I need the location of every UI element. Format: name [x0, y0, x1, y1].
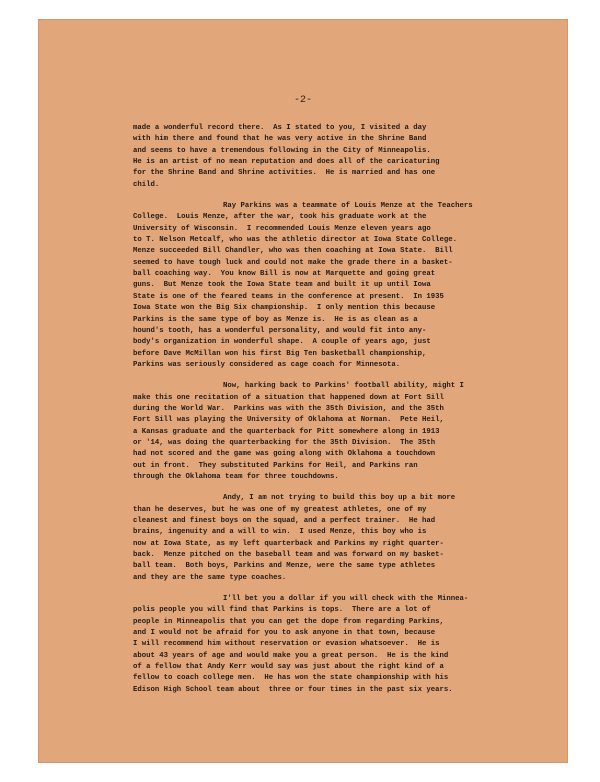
- paragraph-1: [38, 123, 568, 191]
- text-line: a Kansas graduate and the quarterback for Pitt somewhere along in 1913: [133, 427, 440, 436]
- text-line: Iowa State won the Big Six championship. I only mention this because: [133, 304, 436, 313]
- text-line: hound's tooth, has a wonderful personality, and would fit into any-: [133, 326, 427, 335]
- text-line: Menze succeeded Bill Chandler, who was then coaching at Iowa State. Bill: [133, 247, 453, 256]
- text-line: University of Wisconsin. I recommended Louis Menze eleven years ago: [133, 224, 431, 233]
- text-line: Fort Sill was playing the University of Oklahoma at Norman. Pete Heil,: [133, 416, 444, 425]
- text-line: than he deserves, but he was one of my greatest athletes, one of my: [133, 505, 427, 514]
- text-line: Andy, I am not trying to build this boy up a bit more: [223, 494, 456, 503]
- text-line: Parkins is the same type of boy as Menze is. He is as clean as a: [133, 315, 418, 324]
- paragraph-2: [38, 201, 568, 371]
- text-line: before Dave McMillan won his first Big Ten basketball championship,: [133, 349, 427, 358]
- text-line: through the Oklahoma team for three touchdowns.: [133, 472, 339, 481]
- text-line: to T. Nelson Metcalf, who was the athletic director at Iowa State College.: [133, 236, 458, 245]
- text-line: out in front. They substituted Parkins for Heil, and Parkins ran: [133, 461, 418, 470]
- text-line: Edison High School team about three or four times in the past six years.: [133, 685, 453, 694]
- text-line: State is one of the feared teams in the conference at present. In 1935: [133, 292, 444, 301]
- text-line: and they are the same type coaches.: [133, 573, 287, 582]
- text-line: for the Shrine Band and Shrine activities. He is married and has one: [133, 169, 436, 178]
- text-line: Parkins was seriously considered as cage coach for Minnesota.: [133, 360, 401, 369]
- text-line: body's organization in wonderful shape. A couple of years ago, just: [133, 338, 431, 347]
- text-line: fellow to coach college men. He has won the state championship with his: [133, 674, 449, 683]
- text-line: child.: [133, 180, 160, 189]
- text-line: brains, ingenuity and a will to win. I used Menze, this boy who is: [133, 528, 427, 537]
- text-line: College. Louis Menze, after the war, took his graduate work at the: [133, 213, 427, 222]
- text-line: ball coaching way. You know Bill is now at Marquette and going great: [133, 270, 436, 279]
- paragraph-4: [38, 493, 568, 584]
- text-line: I will recommend him without reservation or evasion whatsoever. He is: [133, 640, 440, 649]
- text-line: Ray Parkins was a teammate of Louis Menze at the Teachers: [223, 202, 473, 211]
- text-line: of a fellow that Andy Kerr would say was just about the right kind of a: [133, 663, 444, 672]
- letter-sheet: [38, 19, 568, 763]
- text-line: made a wonderful record there. As I stated to you, I visited a day: [133, 124, 427, 132]
- text-line: make this one recitation of a situation that happened down at Fort Sill: [133, 393, 444, 402]
- paragraph-5: [38, 594, 568, 696]
- text-line: and I would not be afraid for you to ask anyone in that town, because: [133, 629, 436, 638]
- text-line: and seems to have a tremendous following in the City of Minneapolis.: [133, 146, 431, 155]
- text-line: about 43 years of age and would make you a great person. He is the kind: [133, 651, 449, 660]
- text-line: now at Iowa State, as my left quarterback and Parkins my right quarter-: [133, 539, 444, 548]
- text-line: back. Menze pitched on the baseball team and was forward on my basket-: [133, 551, 444, 560]
- page-number: -2-: [293, 95, 312, 106]
- text-line: polis people you will find that Parkins is tops. There are a lot of: [133, 606, 431, 615]
- text-line: with him there and found that he was very active in the Shrine Band: [133, 135, 427, 144]
- text-line: or '14, was doing the quarterbacking for the 35th Division. The 35th: [133, 438, 436, 447]
- text-line: Now, harking back to Parkins' football ability, might I: [223, 382, 464, 391]
- text-line: during the World War. Parkins was with the 35th Division, and the 35th: [133, 404, 444, 413]
- text-line: had not scored and the game was going along with Oklahoma a touchdown: [133, 450, 436, 459]
- text-line: He is an artist of no mean reputation and does all of the caricaturing: [133, 158, 440, 167]
- text-line: people in Minneapolis that you can get the dope from regarding Parkins,: [133, 617, 444, 626]
- text-line: cleanest and finest boys on the squad, and a perfect trainer. He had: [133, 517, 436, 525]
- text-line: seemed to have tough luck and could not make the grade there in a basket-: [133, 258, 453, 267]
- letter-body: [38, 123, 568, 696]
- paragraph-3: [38, 381, 568, 483]
- text-line: I'll bet you a dollar if you will check with the Minnea-: [223, 595, 469, 604]
- text-line: ball team. Both boys, Parkins and Menze, were the same type athletes: [133, 562, 436, 571]
- text-line: guns. But Menze took the Iowa State team and built it up until Iowa: [133, 281, 431, 290]
